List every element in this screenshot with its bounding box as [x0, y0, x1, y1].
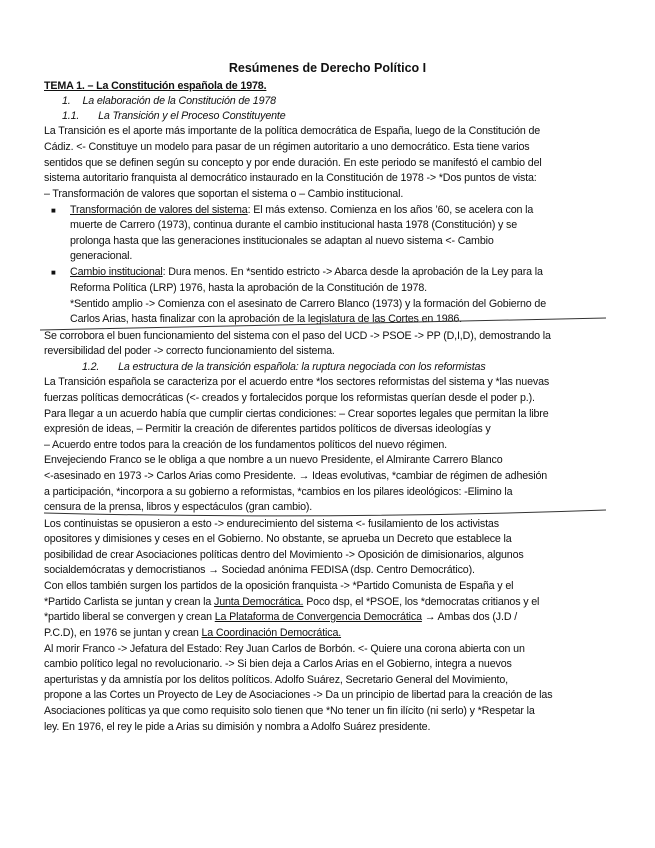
- bullet-text: : El más extenso. Comienza en los años ’60, se acelera con la: [247, 204, 534, 216]
- chapter-heading: TEMA 1. – La Constitución española de 1978.: [44, 80, 267, 92]
- paragraph-line: censura de la prensa, libros y espectáculos (gran cambio).: [44, 501, 313, 513]
- subsection-heading-1-2: [82, 360, 486, 376]
- bullet-icon: ■: [51, 268, 56, 277]
- paragraph-line: La Transición española se caracteriza por el acuerdo entre *los sectores reformistas del sistema y *las nuevas: [44, 376, 550, 388]
- paragraph-line: [44, 595, 539, 611]
- paragraph-line: Asociaciones políticas ya que como requisito solo tienen que *No tener un fin ilícito (ni serlo) y *Respetar la: [44, 705, 535, 717]
- text-run: → Ambas dos (J.D /: [421, 611, 518, 623]
- bullet-item-line: muerte de Carrero (1973), continua durante el cambio institucional hasta 1978 (Constitución) y se: [70, 219, 518, 231]
- paragraph-line: Los continuistas se opusieron a esto -> endurecimiento del sistema <- fusilamiento de los activistas: [44, 518, 499, 530]
- subsection-number: 1.2.: [82, 361, 100, 373]
- bullet-item-line: Reforma Política (LRP) 1976, hasta la aprobación de la Constitución de 1978.: [70, 282, 427, 294]
- subsection-title: La estructura de la transición española: la ruptura negociada con los reformistas: [118, 361, 486, 373]
- bullet-text: : Dura menos. En *sentido estricto -> Abarca desde la aprobación de la Ley para la: [162, 266, 543, 278]
- paragraph-line: cambio político legal no revolucionario. -> Si bien deja a Carlos Arias en el Gobierno, integra a nuevos: [44, 658, 512, 670]
- paragraph-line: <-asesinado en 1973 -> Carlos Arias como Presidente. → Ideas evolutivas, *cambiar de régimen de adhesión: [44, 470, 548, 482]
- bullet-term: Cambio institucional: [70, 266, 163, 278]
- bullet-term: Transformación de valores del sistema: [70, 204, 248, 216]
- paragraph-line: Se corrobora el buen funcionamiento del sistema con el paso del UCD -> PSOE -> PP (D,I,D), demostrando la: [44, 330, 551, 342]
- bullet-item-line: prolonga hasta que las generaciones institucionales se adaptan al nuevo sistema <- Cambio: [70, 235, 494, 247]
- paragraph-line: Al morir Franco -> Jefatura del Estado: Rey Juan Carlos de Borbón. <- Quiere una corona abierta con un: [44, 643, 525, 655]
- paragraph-line: reversibilidad del poder -> correcto funcionamiento del sistema.: [44, 345, 335, 357]
- paragraph-line: – Transformación de valores que soportan el sistema o – Cambio institucional.: [44, 188, 404, 200]
- text-run: Poco dsp, el *PSOE, los *democratas critianos y el: [303, 596, 540, 608]
- subsection-number: 1.1.: [62, 110, 80, 122]
- text-run: *Partido Carlista se juntan y crean la: [44, 596, 214, 608]
- bullet-item-line: *Sentido amplio -> Comienza con el asesinato de Carrero Blanco (1973) y la formación del Gobierno de: [70, 298, 547, 310]
- paragraph-line: Con ellos también surgen los partidos de la oposición franquista -> *Partido Comunista de España y el: [44, 580, 514, 592]
- paragraph-line: La Transición es el aporte más importante de la política democrática de España, luego de la Constitución de: [44, 125, 541, 137]
- bullet-icon: ■: [51, 206, 56, 215]
- paragraph-line: fuerzas políticas democráticas (<- creados y fortalecidos porque los reformistas querían desde el poder p.).: [44, 392, 535, 404]
- underlined-term: La Plataforma de Convergencia Democrática: [214, 611, 422, 623]
- section-title: La elaboración de la Constitución de 1978: [82, 95, 276, 107]
- paragraph-line: Para llegar a un acuerdo había que cumplir ciertas condiciones: – Crear soportes legales que permitan la libre: [44, 408, 549, 420]
- paragraph-line: Cádiz. <- Constituye un modelo para pasar de un régimen autoritario a uno democrático. Esta tiene varios: [44, 141, 530, 153]
- paragraph-line: [44, 626, 341, 642]
- paragraph-line: ley. En 1976, el rey le pide a Arias su dimisión y nombra a Adolfo Suárez presidente.: [44, 721, 431, 733]
- paragraph-line: sistema autoritario franquista al democrático instaurado en la Constitución de 1978 -> *Dos puntos de vista:: [44, 172, 537, 184]
- paragraph-line: propone a las Cortes un Proyecto de Ley de Asociaciones -> Da un principio de libertad para la creación de las: [44, 689, 553, 701]
- underlined-term: La Coordinación Democrática.: [201, 627, 342, 639]
- paragraph-line: sentidos que se definen según su concepto y por ende duración. En este periodo se manifestó el cambio del: [44, 157, 542, 169]
- paragraph-line: – Acuerdo entre todos para la creación de los fundamentos políticos del nuevo régimen.: [44, 439, 447, 451]
- paragraph-line: aperturistas y da amnistía por los delitos políticos. Adolfo Suárez, Secretario General del Movimiento,: [44, 674, 508, 686]
- paragraph-line: posibilidad de crear Asociaciones políticas dentro del Movimiento -> Oposición de dimisionarios, algunos: [44, 549, 524, 561]
- document-title: Resúmenes de Derecho Político I: [228, 61, 427, 75]
- paragraph-line: Envejeciendo Franco se le obliga a que nombre a un nuevo Presidente, el Almirante Carrero Blanco: [44, 454, 503, 466]
- paragraph-line: expresión de ideas, – Permitir la creación de diferentes partidos políticos de diversas ideologías y: [44, 423, 491, 435]
- paragraph-line: a participación, *incorpora a su gobierno a reformistas, *cambios en los pilares ideológicos: -Elimino la: [44, 486, 513, 498]
- underlined-term: Junta Democrática.: [214, 596, 304, 608]
- subsection-title: La Transición y el Proceso Constituyente: [98, 110, 286, 122]
- section-number: 1.: [62, 95, 71, 107]
- paragraph-line: [44, 610, 517, 626]
- text-run: P.C.D), en 1976 se juntan y crean: [44, 627, 202, 639]
- paragraph-line: socialdemócratas y democristianos → Sociedad anónima FEDISA (dsp. Centro Democrático).: [44, 564, 475, 576]
- paragraph-line: opositores y dimisiones y ceses en el Gobierno. No obstante, se aprueba un Decreto que establece la: [44, 533, 512, 545]
- bullet-item-line: Carlos Arias, hasta finalizar con la aprobación de la legislatura de las Cortes en 1986.: [70, 313, 462, 325]
- bullet-item-line: generacional.: [70, 250, 133, 262]
- text-run: *partido liberal se convergen y crean: [44, 611, 215, 623]
